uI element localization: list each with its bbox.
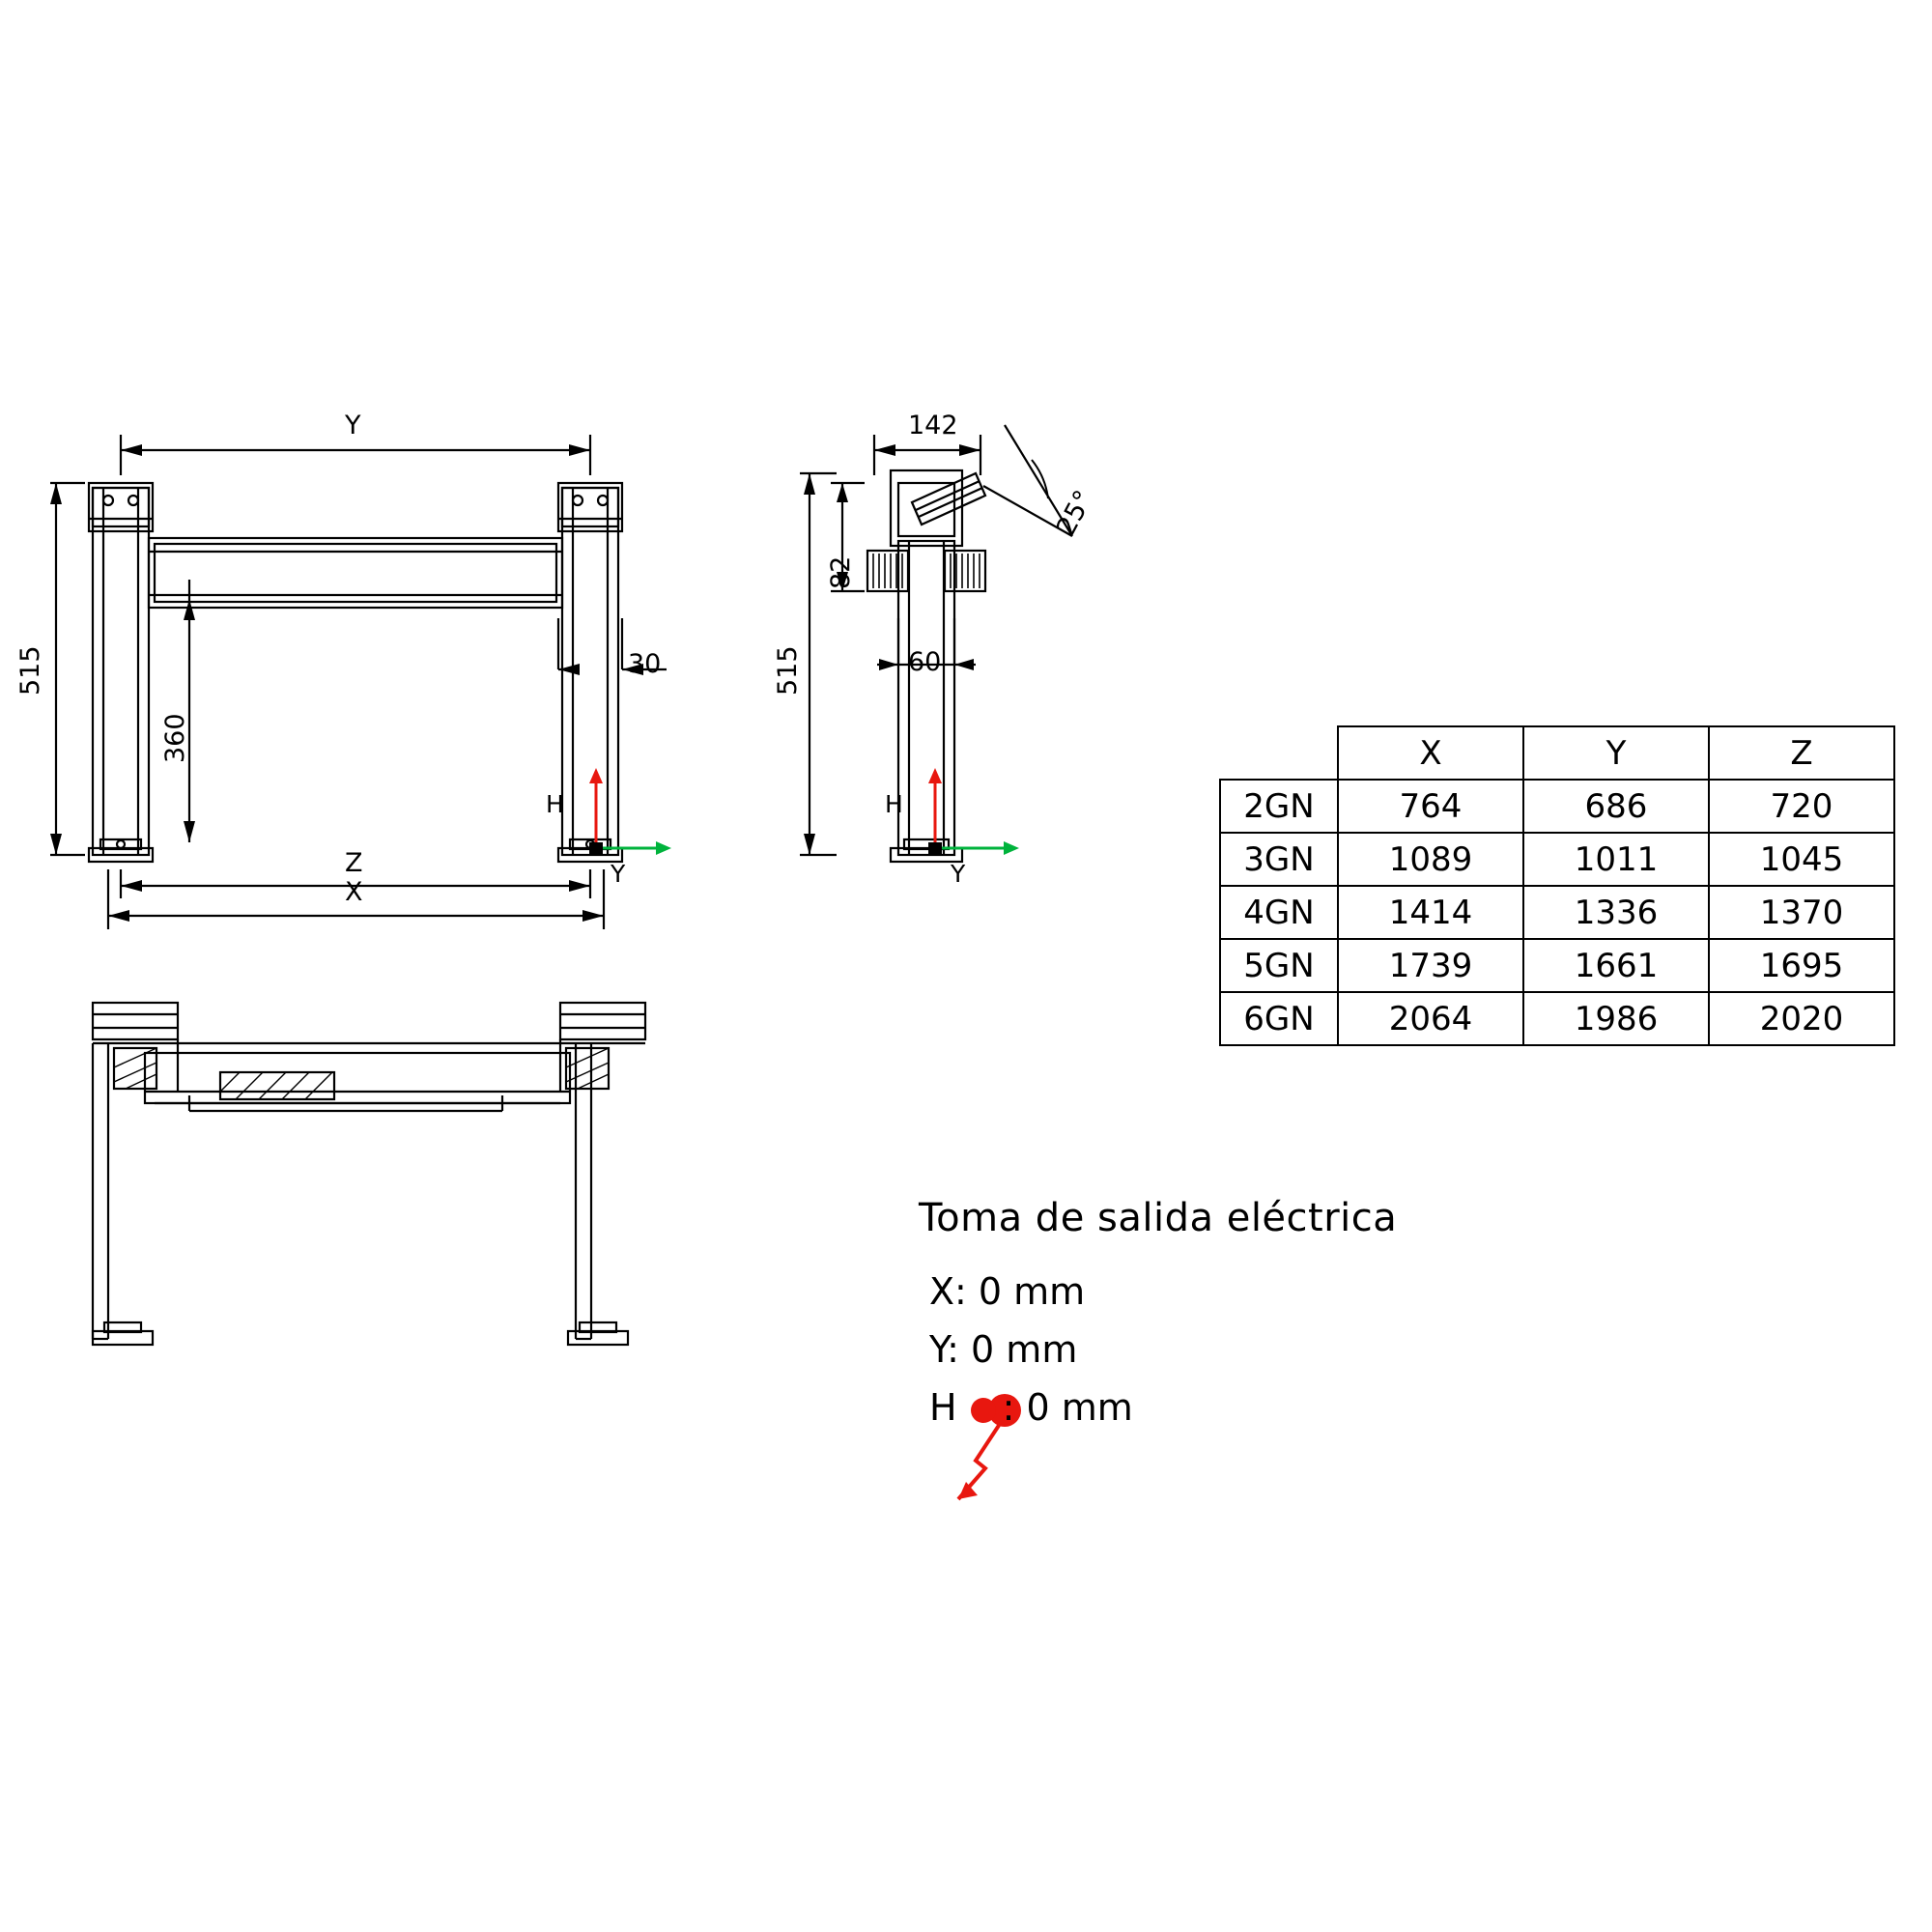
dimension-table [1219,725,1895,1046]
legend-h-prefix: H [929,1386,957,1429]
legend-y-value: Y: 0 mm [929,1328,1078,1371]
dim-label-515-front: 515 [15,645,45,696]
dim-label-515-side: 515 [773,645,803,696]
legend-x-value: X: 0 mm [929,1270,1086,1313]
axis-label-H-side: H [885,790,903,818]
table-col-x: X [1338,726,1523,780]
table-cell-y: 1011 [1523,833,1709,886]
dim-label-Z: Z [345,848,363,878]
table-cell-y: 686 [1523,780,1709,833]
table-cell-z: 720 [1709,780,1894,833]
axis-label-Y-front: Y [611,860,626,888]
table-row-model: 6GN [1220,992,1338,1045]
table-row-model: 2GN [1220,780,1338,833]
table-cell-z: 2020 [1709,992,1894,1045]
table-row [1220,886,1894,939]
table-cell-x: 1089 [1338,833,1523,886]
table-header-row [1220,726,1894,780]
axis-label-Y-side: Y [951,860,966,888]
table-cell-z: 1695 [1709,939,1894,992]
table-col-z: Z [1709,726,1894,780]
table-cell-z: 1045 [1709,833,1894,886]
dim-label-Y-front: Y [345,411,361,440]
table-corner-cell [1220,726,1338,780]
table-row [1220,780,1894,833]
table-row [1220,939,1894,992]
dim-label-X-front: X [345,877,363,907]
table-row-model: 4GN [1220,886,1338,939]
dim-label-360: 360 [160,713,190,763]
table-row [1220,833,1894,886]
outlet-dot-icon [971,1398,996,1423]
legend-title: Toma de salida eléctrica [919,1196,1398,1240]
legend-h-value: : 0 mm [1002,1386,1133,1429]
table-cell-z: 1370 [1709,886,1894,939]
table-cell-y: 1661 [1523,939,1709,992]
table-row [1220,992,1894,1045]
dim-label-30: 30 [628,649,662,679]
table-col-y: Y [1523,726,1709,780]
table-cell-x: 764 [1338,780,1523,833]
dim-label-60: 60 [908,647,942,677]
table-row-model: 5GN [1220,939,1338,992]
legend-h-row [929,1386,1133,1429]
dim-label-142: 142 [908,411,958,440]
table-cell-x: 2064 [1338,992,1523,1045]
table-cell-y: 1986 [1523,992,1709,1045]
table-cell-x: 1414 [1338,886,1523,939]
dim-label-82: 82 [826,555,856,589]
dim-label-25deg: 25° [1051,485,1099,541]
table-cell-x: 1739 [1338,939,1523,992]
table-row-model: 3GN [1220,833,1338,886]
table-cell-y: 1336 [1523,886,1709,939]
axis-label-H-front: H [546,790,564,818]
